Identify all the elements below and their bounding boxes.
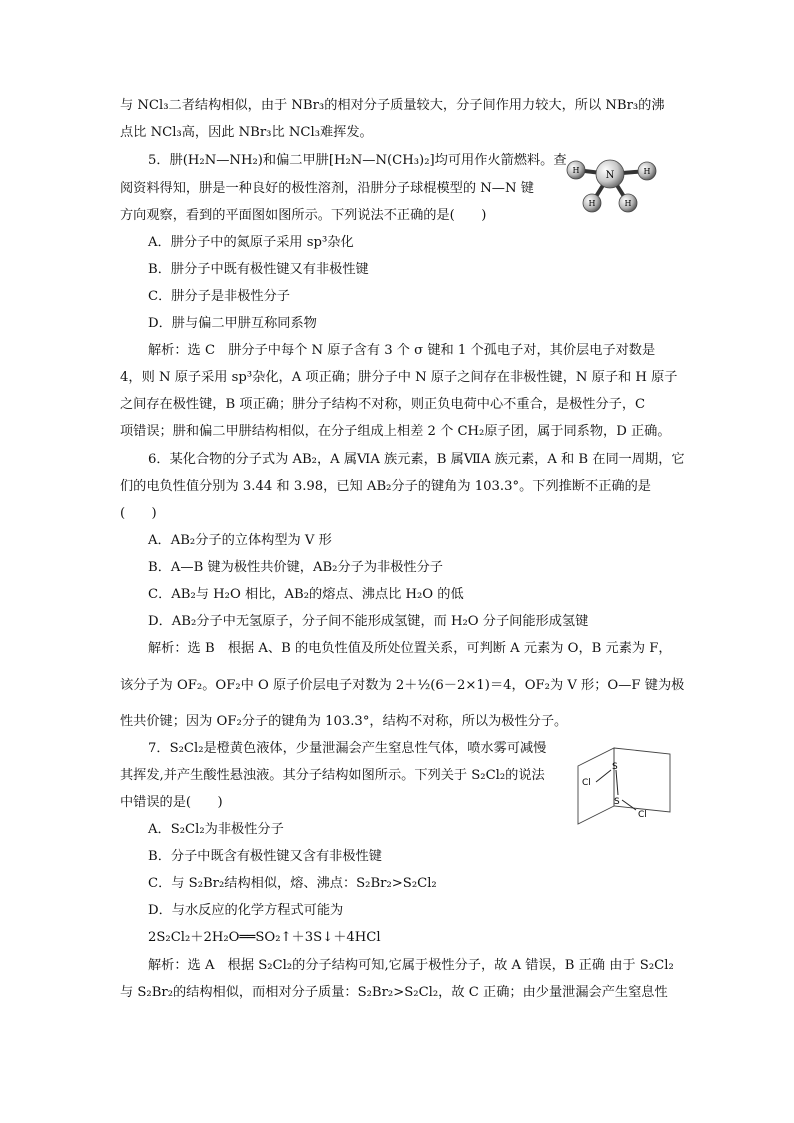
atom-h-label: H (572, 166, 580, 175)
q7-option-b: B．分子中既含有极性键又含有非极性键 (148, 849, 382, 864)
q6-stem-line-2: 们的电负性值分别为 3.44 和 3.98，已知 AB₂分子的键角为 103.3°。下列推断不正确的是 (120, 479, 651, 494)
q6-option-d: D．AB₂分子中无氢原子，分子间不能形成氢键，而 H₂O 分子间能形成氢键 (148, 614, 589, 629)
q6-option-c: C．AB₂与 H₂O 相比，AB₂的熔点、沸点比 H₂O 的低 (148, 587, 464, 602)
q5-stem-line-2: 阅资料得知，肼是一种良好的极性溶剂，沿肼分子球棍模型的 N—N 键 (120, 181, 534, 196)
q7-stem-line-2: 其挥发,并产生酸性悬浊液。其分子结构如图所示。下列关于 S₂Cl₂的说法 (120, 768, 545, 783)
atom-s-label: S (612, 762, 618, 772)
q6-solution-line-3: 性共价键；因为 OF₂分子的键角为 103.3°，结构不对称，所以为极性分子。 (120, 714, 568, 729)
q6-solution-line-2: 该分子为 OF₂。OF₂中 O 原子价层电子对数为 2＋½(6－2×1)＝4，OF₂为 V 形；O—F 键为极 (120, 678, 685, 693)
q6-option-a: A．AB₂分子的立体构型为 V 形 (148, 533, 332, 548)
q7-stem-line-1: 7．S₂Cl₂是橙黄色液体，少量泄漏会产生窒息性气体，喷水雾可减慢 (148, 741, 547, 756)
q7-option-a: A．S₂Cl₂为非极性分子 (148, 822, 284, 837)
hydrazine-figure (560, 152, 666, 218)
atom-h-label: H (624, 199, 632, 208)
q5-stem-line-1: 5．肼(H₂N—NH₂)和偏二甲肼[H₂N—N(CH₃)₂]均可用作火箭燃料。查 (148, 153, 567, 168)
atom-cl-label: Cl (638, 810, 647, 820)
q5-option-c: C．肼分子是非极性分子 (148, 289, 290, 304)
atom-cl-label: Cl (582, 778, 591, 788)
atom-n-label: N (605, 170, 615, 181)
q7-option-d: D．与水反应的化学方程式可能为 (148, 903, 344, 918)
q5-option-b: B．肼分子中既有极性键又有非极性键 (148, 262, 369, 277)
q7-stem-line-3: 中错误的是( ) (120, 795, 223, 810)
q6-solution-line-1: 解析：选 B 根据 A、B 的电负性值及所处位置关系，可判断 A 元素为 O，B 元素为 F， (148, 641, 672, 656)
text-line-1: 与 NCl₃二者结构相似，由于 NBr₃的相对分子质量较大，分子间作用力较大，所以 NBr₃的沸 (120, 98, 665, 113)
atom-h-label: H (588, 199, 596, 208)
q7-solution-line-2: 与 S₂Br₂的结构相似，而相对分子质量：S₂Br₂>S₂Cl₂，故 C 正确；由少量泄漏会产生窒息性 (120, 985, 668, 1000)
q5-solution-line-3: 之间存在极性键，B 项正确；肼分子结构不对称，则正负电荷中心不重合，是极性分子，C (120, 397, 646, 412)
q5-option-d: D．肼与偏二甲肼互称同系物 (148, 316, 317, 331)
s2cl2-structure-figure (574, 740, 678, 832)
q7-equation: 2S₂Cl₂＋2H₂O══SO₂↑＋3S↓＋4HCl (148, 930, 381, 945)
atom-h-label: H (643, 167, 651, 176)
q5-option-a: A．肼分子中的氮原子采用 sp³杂化 (148, 235, 354, 250)
text-line-2: 点比 NCl₃高，因此 NBr₃比 NCl₃难挥发。 (120, 125, 373, 140)
q5-solution-line-1: 解析：选 C 肼分子中每个 N 原子含有 3 个 σ 键和 1 个孤电子对，其价层电子对数是 (148, 343, 656, 358)
q7-option-c: C．与 S₂Br₂结构相似，熔、沸点：S₂Br₂>S₂Cl₂ (148, 876, 437, 891)
q5-stem-line-3: 方向观察，看到的平面图如图所示。下列说法不正确的是( ) (120, 208, 487, 223)
q6-stem-line-1: 6．某化合物的分子式为 AB₂，A 属ⅥA 族元素，B 属ⅦA 族元素，A 和 B 在同一周期，它 (148, 452, 685, 467)
q6-option-b: B．A—B 键为极性共价键，AB₂分子为非极性分子 (148, 560, 443, 575)
q7-solution-line-1: 解析：选 A 根据 S₂Cl₂的分子结构可知,它属于极性分子，故 A 错误，B 正确 由于 S₂Cl₂ (148, 958, 674, 973)
atom-s-label: S (614, 797, 620, 807)
q6-stem-line-3: ( ) (120, 506, 157, 521)
q5-solution-line-4: 项错误；肼和偏二甲肼结构相似，在分子组成上相差 2 个 CH₂原子团，属于同系物，D 正确。 (120, 424, 671, 439)
q5-solution-line-2: 4，则 N 原子采用 sp³杂化，A 项正确；肼分子中 N 原子之间存在非极性键，N 原子和 H 原子 (120, 370, 678, 385)
